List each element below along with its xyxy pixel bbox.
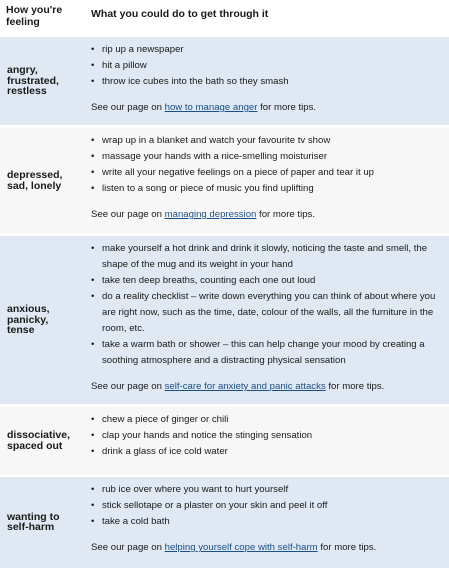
list-item: • do a reality checklist – write down everything you can think of about where you are right now, such as the time, date, colour of the walls, all the furniture in the room, etc.	[91, 291, 436, 334]
bullet-icon: •	[91, 500, 95, 511]
link-managing-depression[interactable]: managing depression	[164, 209, 257, 220]
table-header-row	[0, 0, 449, 36]
list-item: • take a cold bath	[91, 514, 441, 530]
see-also-text: See our page on self-care for anxiety and panic attacks for more tips.	[91, 381, 385, 392]
bullet-icon: •	[91, 44, 95, 55]
bullet-icon: •	[91, 291, 95, 302]
link-self-care-anxiety[interactable]: self-care for anxiety and panic attacks	[164, 381, 326, 392]
tips-list	[91, 241, 441, 369]
feeling-label: depressed, sad, lonely	[0, 127, 79, 235]
list-item: • write all your negative feelings on a piece of paper and tear it up	[91, 165, 441, 181]
tips-list	[91, 133, 441, 197]
bullet-icon: •	[91, 275, 95, 286]
bullet-icon: •	[91, 135, 95, 146]
table-row-depressed	[0, 127, 449, 235]
bullet-icon: •	[91, 446, 95, 457]
tips-list	[91, 42, 441, 90]
actions-cell	[79, 36, 449, 127]
link-cope-self-harm[interactable]: helping yourself cope with self-harm	[164, 542, 318, 553]
header-actions: What you could do to get through it	[79, 0, 449, 36]
feeling-label: dissociative, spaced out	[0, 406, 79, 476]
bullet-icon: •	[91, 243, 95, 254]
see-also-text: See our page on managing depression for more tips.	[91, 209, 316, 220]
see-also-text: See our page on helping yourself cope with self-harm for more tips.	[91, 542, 377, 553]
table-row-self-harm	[0, 476, 449, 568]
table-row-anxious	[0, 235, 449, 406]
list-item: • chew a piece of ginger or chili	[91, 412, 441, 428]
header-feeling: How you're feeling	[0, 0, 79, 36]
bullet-icon: •	[91, 183, 95, 194]
actions-cell	[79, 476, 449, 568]
list-item: • wrap up in a blanket and watch your favourite tv show	[91, 133, 441, 149]
list-item: • rub ice over where you want to hurt yourself	[91, 482, 441, 498]
bullet-icon: •	[91, 430, 95, 441]
list-item: • make yourself a hot drink and drink it slowly, noticing the taste and smell, the shape of the mug and its weight in your hand	[91, 243, 428, 270]
table-row-angry	[0, 36, 449, 127]
bullet-icon: •	[91, 484, 95, 495]
bullet-icon: •	[91, 76, 95, 87]
bullet-icon: •	[91, 167, 95, 178]
list-item: • throw ice cubes into the bath so they smash	[91, 74, 441, 90]
table-row-dissociative	[0, 406, 449, 476]
bullet-icon: •	[91, 151, 95, 162]
actions-cell	[79, 235, 449, 406]
see-also-text: See our page on how to manage anger for more tips.	[91, 102, 317, 113]
tips-list	[91, 412, 441, 460]
bullet-icon: •	[91, 60, 95, 71]
list-item: • hit a pillow	[91, 58, 441, 74]
bullet-icon: •	[91, 339, 95, 350]
list-item: • listen to a song or piece of music you find uplifting	[91, 181, 441, 197]
feeling-label: wanting to self-harm	[0, 476, 79, 568]
list-item: • stick sellotape or a plaster on your skin and peel it off	[91, 498, 441, 514]
list-item: • drink a glass of ice cold water	[91, 444, 441, 460]
tips-list	[91, 482, 441, 530]
link-manage-anger[interactable]: how to manage anger	[164, 102, 258, 113]
bullet-icon: •	[91, 414, 95, 425]
list-item: • rip up a newspaper	[91, 42, 441, 58]
bullet-icon: •	[91, 516, 95, 527]
feeling-label: anxious, panicky, tense	[0, 235, 79, 406]
actions-cell	[79, 406, 449, 476]
list-item: • massage your hands with a nice-smelling moisturiser	[91, 149, 441, 165]
list-item: • take ten deep breaths, counting each one out loud	[91, 273, 441, 289]
list-item: • clap your hands and notice the stinging sensation	[91, 428, 441, 444]
actions-cell	[79, 127, 449, 235]
feeling-label: angry, frustrated, restless	[0, 36, 79, 127]
list-item: • take a warm bath or shower – this can help change your mood by creating a soothing atmosphere and a distracting physical sensation	[91, 339, 425, 366]
